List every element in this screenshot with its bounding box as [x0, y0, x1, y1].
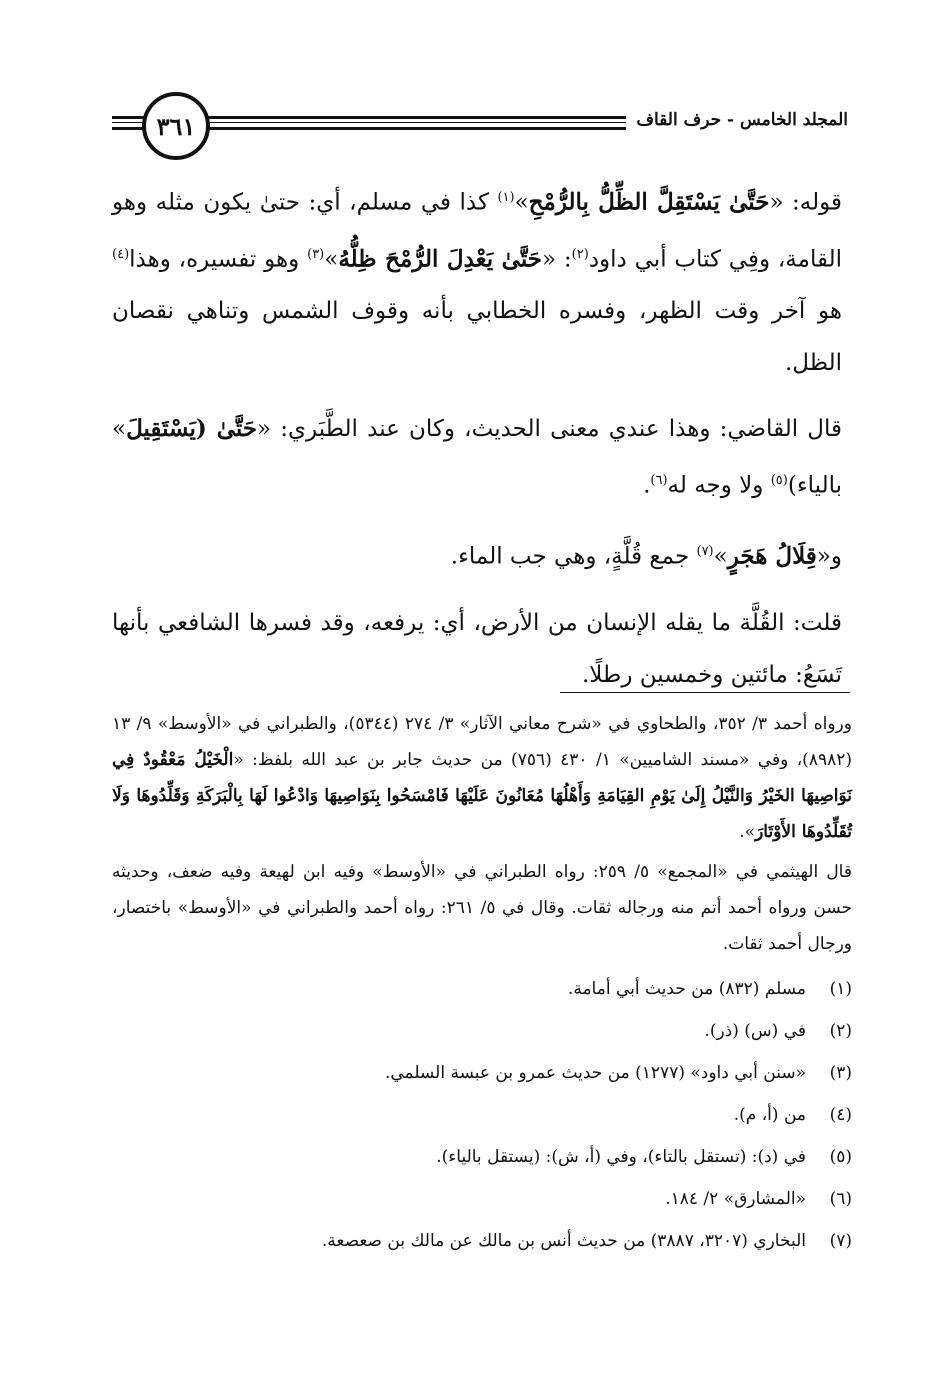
- text-run: »: [514, 189, 529, 216]
- text-run: »: [324, 246, 339, 273]
- footnote-ref: (٢): [571, 246, 589, 262]
- footnote-divider: [560, 692, 850, 693]
- footnote-text: في (س) (ذر).: [704, 1021, 806, 1041]
- footnote-item: [112, 968, 852, 1010]
- note-continuation: [112, 706, 852, 850]
- text-run: » بالياء): [112, 416, 842, 499]
- footnote-text: «المشارق» ٢/ ١٨٤.: [665, 1189, 806, 1209]
- text-run: هو آخر وقت الظهر، وفسره الخطابي بأنه وقوف الشمس وتناهي نقصان الظل.: [112, 298, 842, 377]
- page-header: [112, 92, 848, 164]
- text-run: : «: [542, 246, 572, 273]
- footnote-ref: (٣): [307, 246, 325, 262]
- hadith-quote: قِلَالُ هَجَرٍ: [727, 542, 817, 570]
- footnote-ref: (٥): [770, 473, 788, 489]
- running-title: المجلد الخامس - حرف القاف: [626, 106, 848, 134]
- footnote-item: [112, 1010, 852, 1052]
- footnote-item: [112, 1094, 852, 1136]
- text-run: »: [713, 543, 728, 570]
- hadith-quote: الْخَيْلُ مَعْقُودٌ فِي نَوَاصِيهَا الخَيْرُ وَالنَّيْلُ إِلَىٰ يَوْمِ القِيَامَةِ وَأَهْلُهَا مُعَانُونَ عَلَيْهَا فَامْسَحُوا بِنَوَاصِيهَا وَادْعُوا لَهَا بِالْبَرَكَةِ وَقَلِّدُوهَا وَلَا تُقَلِّدُوهَا الأَوْتَارَ: [112, 750, 852, 842]
- footnote-number: (٢): [829, 1021, 852, 1041]
- text-run: وهو تفسيره، وهذا: [129, 246, 308, 273]
- note-haythami: قال الهيثمي في «المجمع» ٥/ ٢٥٩: رواه الطبراني في «الأوسط» وفيه ابن لهيعة وفيه ضعف، وحديثه حسن ورواه أحمد أتم منه ورجاله ثقات. وقال في ٥/ ٢٦١: رواه أحمد والطبراني في «الأوسط» باختصار، ورجال أحمد ثقات.: [112, 862, 852, 954]
- footnote-ref: (١): [497, 190, 515, 205]
- footnote-number: (١): [829, 979, 852, 999]
- footnote-number: (٦): [829, 1189, 852, 1209]
- page-number: ٣٦١: [142, 92, 210, 160]
- text-run: ولا وجه له: [667, 472, 771, 499]
- paragraph-1: [112, 172, 842, 389]
- footnote-text: «سنن أبي داود» (١٢٧٧) من حديث عمرو بن عبسة السلمي.: [384, 1063, 806, 1083]
- text-run: جمع قُلَّةٍ، وهي جب الماء.: [450, 543, 697, 570]
- paragraph-3: [112, 526, 842, 583]
- hadith-quote: حَتَّىٰ يَعْدِلَ الرُّمْحَ ظِلُّهُ: [338, 245, 543, 273]
- footnote-item: [112, 1178, 852, 1220]
- footnote-ref: (٧): [696, 543, 714, 559]
- footnote-text: من (أ، م).: [733, 1105, 806, 1125]
- footnote-ref: (٤): [112, 246, 130, 262]
- footnote-number: (٥): [829, 1147, 852, 1167]
- footnote-text: في (د): (تستقل بالتاء)، وفي (أ، ش): (يستقل بالياء).: [436, 1147, 806, 1167]
- footnote-number: (٣): [829, 1063, 852, 1083]
- paragraph-4: قلت: القُلَّة ما يقله الإنسان من الأرض، أي: يرفعه، وقد فسرها الشافعي بأنها تَسَعُ: مائتين وخمسين رطلًا.: [112, 609, 842, 688]
- footnote-text: البخاري (٣٢٠٧، ٣٨٨٧) من حديث أنس بن مالك عن مالك بن صعصعة.: [321, 1231, 806, 1251]
- footnote-ref: (٦): [650, 473, 668, 489]
- hadith-quote: حَتَّىٰ يَسْتَقِلَّ الظِّلُّ بِالرُّمْحِ: [528, 188, 770, 216]
- paragraph-2: [112, 403, 842, 512]
- text-run: ».: [739, 822, 756, 842]
- main-text: [112, 172, 842, 715]
- text-run: .: [643, 472, 651, 499]
- footnote-number: (٤): [829, 1105, 852, 1125]
- text-run: قال القاضي: وهذا عندي معنى الحديث، وكان عند الطَّبَري: «: [257, 416, 842, 443]
- text-run: ورواه أحمد ٣/ ٣٥٢، والطحاوي في «شرح معاني الآثار» ٣/ ٢٧٤ (٥٣٤٤)، والطبراني في «الأوسط» ٩/ ١٣ (٨٩٨٢)، وفي «مسند الشاميين» ١/ ٤٣٠ (٧٥٦) من حديث جابر بن عبد الله بلفظ: «: [112, 714, 852, 770]
- footnote-item: [112, 1052, 852, 1094]
- footnote-number: (٧): [829, 1231, 852, 1251]
- footnotes-section: [112, 706, 852, 1262]
- text-run: و«: [816, 543, 842, 570]
- footnote-list: [112, 968, 852, 1262]
- hadith-quote: حَتَّىٰ (يَسْتَقِيلَ: [126, 415, 258, 443]
- footnote-text: مسلم (٨٣٢) من حديث أبي أمامة.: [567, 979, 806, 999]
- footnote-item: [112, 1220, 852, 1262]
- footnote-item: [112, 1136, 852, 1178]
- text-run: قوله: «: [769, 189, 842, 216]
- text-run: كذا في مسلم، أي: حتىٰ يكون مثله وهو القامة، وفِي كتاب أبي داود: [112, 189, 842, 273]
